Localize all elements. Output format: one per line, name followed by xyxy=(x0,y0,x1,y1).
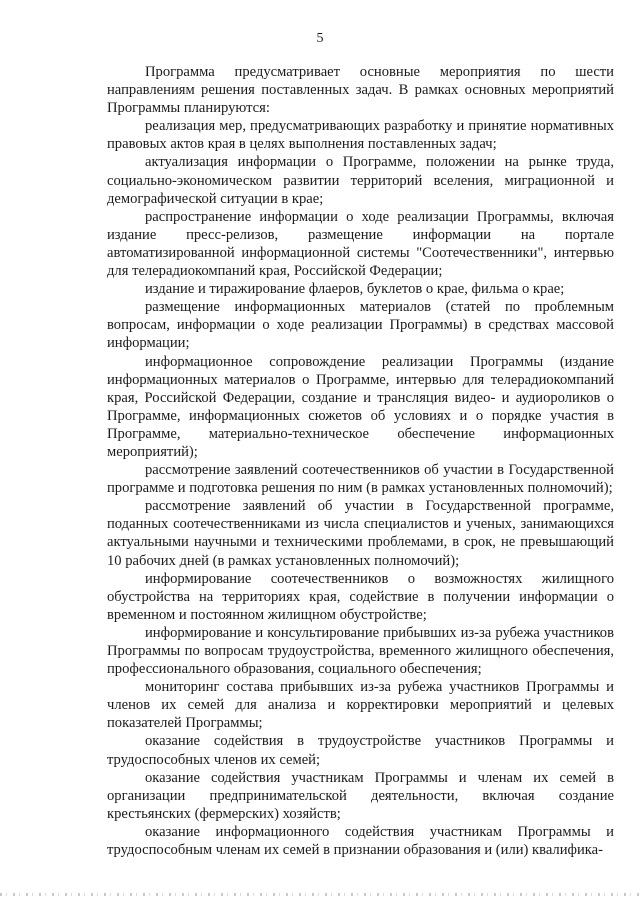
paragraph: информирование соотечественников о возможностях жилищного обустройства на территориях края, содействие в получении информации о временном и постоянном жилищном обустройстве; xyxy=(107,570,614,623)
paragraph: информационное сопровождение реализации Программы (издание информационных материалов о Программе, интервью для телерадиокомпаний края, Российской Федерации, создание и трансляция видео- и аудиороликов о Программе, информационных сюжетов об условиях и о порядке участия в Программе, материально-техническое обеспечение информационных мероприятий); xyxy=(107,353,614,460)
paragraph: рассмотрение заявлений соотечественников об участии в Государственной программе и подготовка решения по ним (в рамках установленных полномочий); xyxy=(107,462,614,497)
body-text xyxy=(107,63,614,859)
paragraph: реализация мер, предусматривающих разработку и принятие нормативных правовых актов края в целях выполнения поставленных задач; xyxy=(107,118,614,153)
paragraph: издание и тиражирование флаеров, буклетов о крае, фильма о крае; xyxy=(145,281,565,298)
scan-edge-artifact xyxy=(0,893,640,896)
paragraph: оказание содействия участникам Программы и членам их семей в организации предпринимательской деятельности, включая создание крестьянских (фермерских) хозяйств; xyxy=(107,769,614,822)
paragraph: информирование и консультирование прибывших из-за рубежа участников Программы по вопросам трудоустройства, временного жилищного обеспечения, профессионального образования, социального обеспечения; xyxy=(107,624,614,678)
paragraph: актуализация информации о Программе, положении на рынке труда, социально-экономическом развитии территорий вселения, миграционной и демографической ситуации в крае; xyxy=(107,154,614,207)
paragraph: оказание информационного содействия участникам Программы и трудоспособным членам их семей в признании образования и (или) квалифика- xyxy=(107,823,614,859)
paragraph: мониторинг состава прибывших из-за рубежа участников Программы и членов их семей для анализа и корректировки мероприятий и целевых показателей Программы; xyxy=(107,679,614,732)
page-number: 5 xyxy=(316,31,324,46)
paragraph: рассмотрение заявлений об участии в Государственной программе, поданных соотечественниками из числа специалистов и ученых, занимающихся актуальными научными и техническими проблемами, в срок, не превышающий 10 рабочих дней (в рамках установленных полномочий); xyxy=(107,498,614,569)
paragraph: распространение информации о ходе реализации Программы, включая издание пресс-релизов, размещение информации на портале автоматизированной информационной системы "Соотечественники", интервью для телерадиокомпаний края, Российской Федерации; xyxy=(107,208,614,280)
paragraph: оказание содействия в трудоустройстве участников Программы и трудоспособных членов их семей; xyxy=(107,733,614,768)
paragraph: Программа предусматривает основные мероприятия по шести направлениям решения поставленных задач. В рамках основных мероприятий Программы планируются: xyxy=(107,64,614,117)
paragraph: размещение информационных материалов (статей по проблемным вопросам, информации о ходе реализации Программы) в средствах массовой информации; xyxy=(107,299,614,352)
